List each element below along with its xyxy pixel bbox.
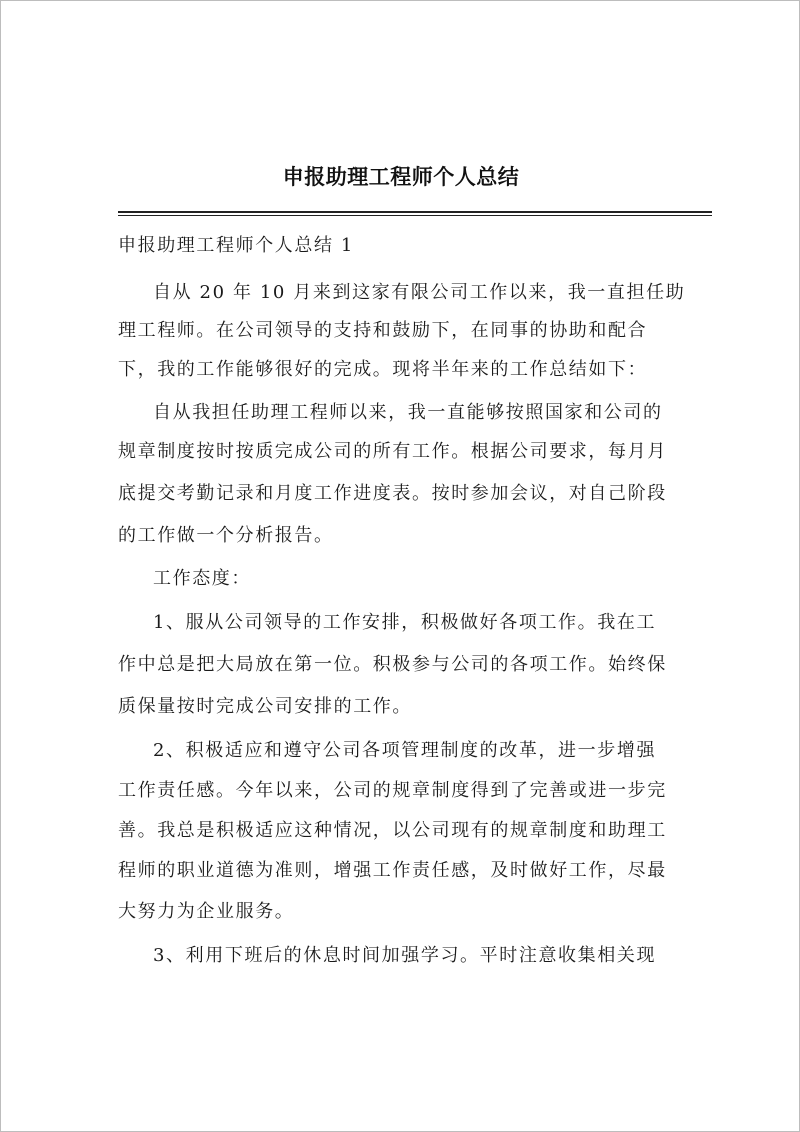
paragraph-line: 工作责任感。今年以来，公司的规章制度得到了完善或进一步完 [118,780,667,801]
document-title: 申报助理工程师个人总结 [282,164,520,189]
paragraph-line: 作中总是把大局放在第一位。积极参与公司的各项工作。始终保 [118,654,667,675]
subheading: 工作态度： [153,568,251,589]
paragraph-line: 大努力为企业服务。 [118,901,295,922]
paragraph-line: 善。我总是积极适应这种情况，以公司现有的规章制度和助理工 [118,820,667,841]
paragraph-line: 程师的职业道德为准则，增强工作责任感，及时做好工作，尽最 [118,860,667,881]
paragraph-line: 下，我的工作能够很好的完成。现将半年来的工作总结如下： [118,359,648,380]
paragraph-line: 自从 20 年 10 月来到这家有限公司工作以来，我一直担任助 [153,282,686,303]
paragraph-line: 3、利用下班后的休息时间加强学习。平时注意收集相关现 [153,945,657,966]
paragraph-line: 2、积极适应和遵守公司各项管理制度的改革，进一步增强 [153,740,657,761]
title-divider-thick [118,211,712,213]
paragraph-line: 1、服从公司领导的工作安排，积极做好各项工作。我在工 [153,612,657,633]
paragraph-line: 质保量按时完成公司安排的工作。 [118,696,412,717]
section-heading: 申报助理工程师个人总结 1 [118,235,354,256]
paragraph-line: 底提交考勤记录和月度工作进度表。按时参加会议，对自己阶段 [118,483,667,504]
paragraph-line: 的工作做一个分析报告。 [118,525,334,546]
title-divider-thin [118,215,712,216]
paragraph-line: 自从我担任助理工程师以来，我一直能够按照国家和公司的 [153,402,663,423]
paragraph-line: 理工程师。在公司领导的支持和鼓励下，在同事的协助和配合 [118,320,648,341]
paragraph-line: 规章制度按时按质完成公司的所有工作。根据公司要求，每月月 [118,441,667,462]
